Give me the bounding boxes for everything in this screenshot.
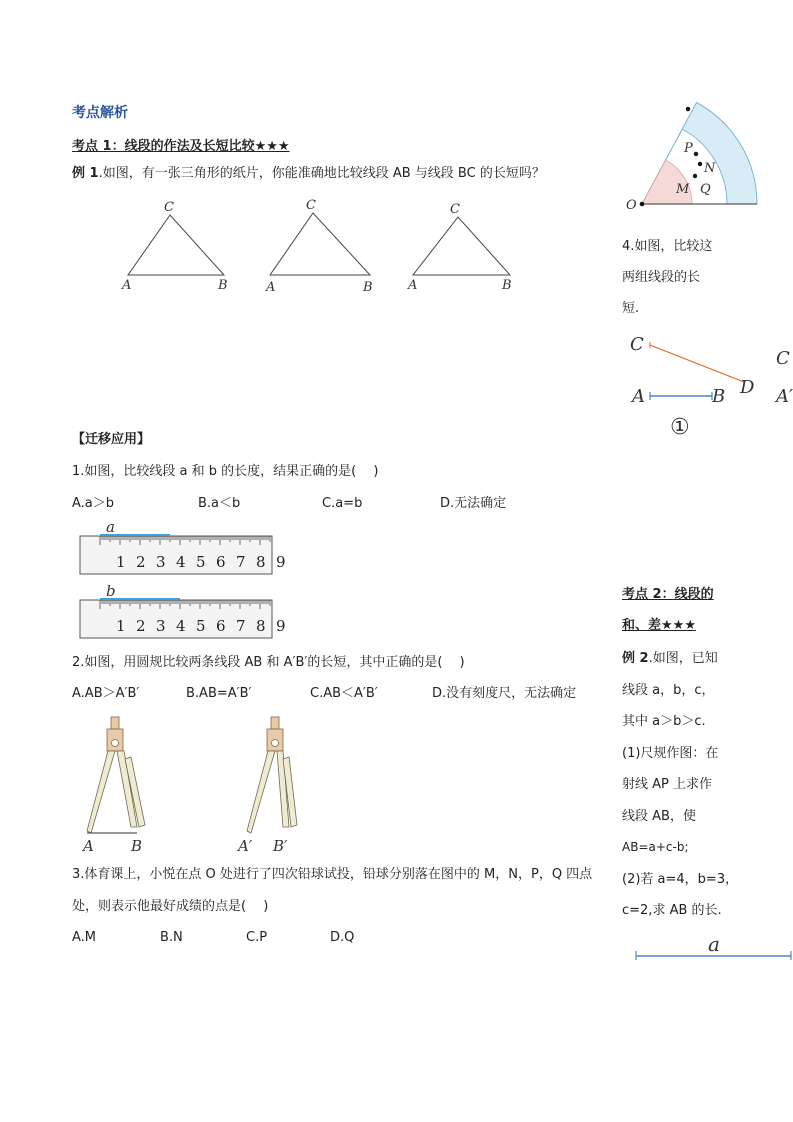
- triangle-3: [413, 217, 510, 275]
- triangles-figure: [120, 195, 520, 295]
- q1-text: 1.如图，比较线段 a 和 b 的长度，结果正确的是( ): [72, 464, 379, 479]
- ruler-a-number: 6: [216, 553, 226, 571]
- example2-line-1-text: .如图，已知: [648, 651, 718, 666]
- ruler-a-number: 1: [116, 553, 126, 571]
- example2: [622, 643, 738, 927]
- segment-a-label: a: [708, 932, 720, 956]
- fan-label-p: P: [684, 141, 693, 156]
- compass-label-b-prime: B′: [273, 837, 288, 855]
- q3-option-b: B.N: [160, 930, 183, 945]
- ruler-label-b: b: [106, 582, 116, 600]
- fan-figure: [620, 94, 793, 214]
- ruler-a-number: 9: [276, 553, 286, 571]
- example2-line-8: (2)若 a=4，b=3，: [622, 871, 739, 887]
- example1: [72, 166, 545, 182]
- q4-text: [622, 231, 712, 324]
- triangle-2: [270, 213, 370, 275]
- q4-label-a-prime: A′: [776, 386, 793, 407]
- example2-line-7: AB=a+c-b;: [622, 840, 689, 854]
- example2-line-9: c=2,求 AB 的长.: [622, 903, 722, 918]
- rulers-figure: [80, 518, 286, 640]
- q4-label-b: B: [712, 386, 726, 407]
- tri3-label-b: B: [502, 278, 512, 293]
- kaodian1-title: [72, 135, 290, 154]
- tri1-label-b: B: [218, 278, 228, 293]
- example2-label: 例 2: [622, 651, 649, 666]
- example1-text: .如图，有一张三角形的纸片，你能准确地比较线段 AB 与线段 BC 的长短吗？: [98, 166, 545, 181]
- example2-line-3: 其中 a＞b＞c.: [622, 714, 706, 729]
- ruler-a-number: 3: [156, 553, 166, 571]
- q3-text-line1: 3.体育课上，小悦在点 O 处进行了四次铅球试投，铅球分别落在图中的 M，N，P，Q 四点: [72, 867, 593, 882]
- q4-figure: [620, 330, 793, 442]
- q1-option-c: C.a=b: [322, 496, 363, 511]
- q1-option-b: B.a＜b: [198, 496, 241, 511]
- ruler-a-number: 8: [256, 553, 266, 571]
- q4-label-a: A: [632, 386, 645, 407]
- example2-line-4: (1)尺规作图：在: [622, 745, 719, 761]
- fan-label-o: O: [626, 198, 637, 213]
- q1-option-d: D.无法确定: [440, 496, 507, 511]
- ruler-b-number: 5: [196, 617, 206, 635]
- q3-option-d: D.Q: [330, 930, 355, 945]
- kaodian2-title-line1: 考点 2：线段的: [622, 587, 714, 602]
- triangle-1: [128, 215, 224, 275]
- fan-label-n: N: [704, 161, 716, 176]
- q1-option-a: A.a＞b: [72, 496, 115, 511]
- q2-option-a: A.AB＞A′B′: [72, 686, 140, 701]
- ruler-label-a: a: [106, 518, 115, 536]
- ruler-a-number: 2: [136, 553, 146, 571]
- q4-line-3: 短.: [622, 301, 640, 316]
- ruler-b-number: 9: [276, 617, 286, 635]
- transfer-title: 【迁移应用】: [72, 432, 151, 447]
- example2-line-1: [622, 643, 738, 675]
- segment-a-figure: [634, 932, 793, 964]
- kaodian2-title-line2-wrap: [622, 610, 714, 641]
- ruler-b-number: 8: [256, 617, 266, 635]
- ruler-b: [80, 582, 286, 638]
- ruler-a-number: 5: [196, 553, 206, 571]
- kaodian2-title: [622, 579, 714, 641]
- compass-right: [247, 717, 297, 833]
- compass-label-a-prime: A′: [238, 837, 253, 855]
- ruler-a: [80, 518, 286, 574]
- kaodian2-stars: ★★★: [661, 618, 696, 633]
- fan-label-m: M: [676, 182, 690, 197]
- tri3-label-a: A: [408, 278, 418, 293]
- ruler-b-number: 7: [236, 617, 246, 635]
- ruler-b-number: 1: [116, 617, 126, 635]
- tri1-label-a: A: [122, 278, 132, 293]
- q3-text-line2: 处，则表示他最好成绩的点是( ): [72, 899, 269, 914]
- ruler-b-number: 6: [216, 617, 226, 635]
- q4-line-1: 4.如图，比较这: [622, 239, 713, 254]
- q3-option-c: C.P: [246, 930, 268, 945]
- q2-option-d: D.没有刻度尺，无法确定: [432, 686, 577, 701]
- example2-line-5: 射线 AP 上求作: [622, 777, 712, 792]
- tri2-label-b: B: [363, 280, 373, 295]
- tri1-label-c: C: [164, 200, 174, 215]
- tri2-label-c: C: [306, 198, 316, 213]
- ruler-b-number: 2: [136, 617, 146, 635]
- ruler-a-number: 7: [236, 553, 246, 571]
- q2-option-b: B.AB=A′B′: [186, 686, 252, 701]
- ruler-b-number: 3: [156, 617, 166, 635]
- q4-label-d: D: [740, 377, 755, 398]
- fan-label-q: Q: [700, 182, 711, 197]
- section-title: 考点解析: [72, 105, 128, 121]
- tri3-label-c: C: [450, 202, 460, 217]
- tri2-label-a: A: [266, 280, 276, 295]
- example2-line-6: 线段 AB，使: [622, 808, 696, 824]
- ruler-b-number: 4: [176, 617, 186, 635]
- compass-label-a: A: [83, 837, 94, 855]
- example2-line-2: 线段 a，b，c，: [622, 682, 715, 698]
- example1-label: 例 1: [72, 166, 99, 181]
- q2-text: 2.如图，用圆规比较两条线段 AB 和 A′B′的长短，其中正确的是( ): [72, 655, 465, 670]
- q3-option-a: A.M: [72, 930, 97, 945]
- q4-label-c: C: [630, 334, 644, 355]
- q2-option-c: C.AB＜A′B′: [310, 686, 378, 701]
- compass-left: [87, 717, 145, 833]
- q4-figure-number: ①: [670, 415, 690, 440]
- ruler-a-number: 4: [176, 553, 186, 571]
- compass-label-b: B: [131, 837, 143, 855]
- q4-label-c2: C: [776, 348, 790, 369]
- kaodian1-title-text: 考点 1：线段的作法及长短比较: [72, 139, 255, 154]
- kaodian1-stars: ★★★: [254, 139, 290, 154]
- q4-line-2: 两组线段的长: [622, 270, 701, 285]
- compass-figure: [75, 715, 315, 855]
- kaodian2-title-line2: 和、差: [622, 618, 662, 633]
